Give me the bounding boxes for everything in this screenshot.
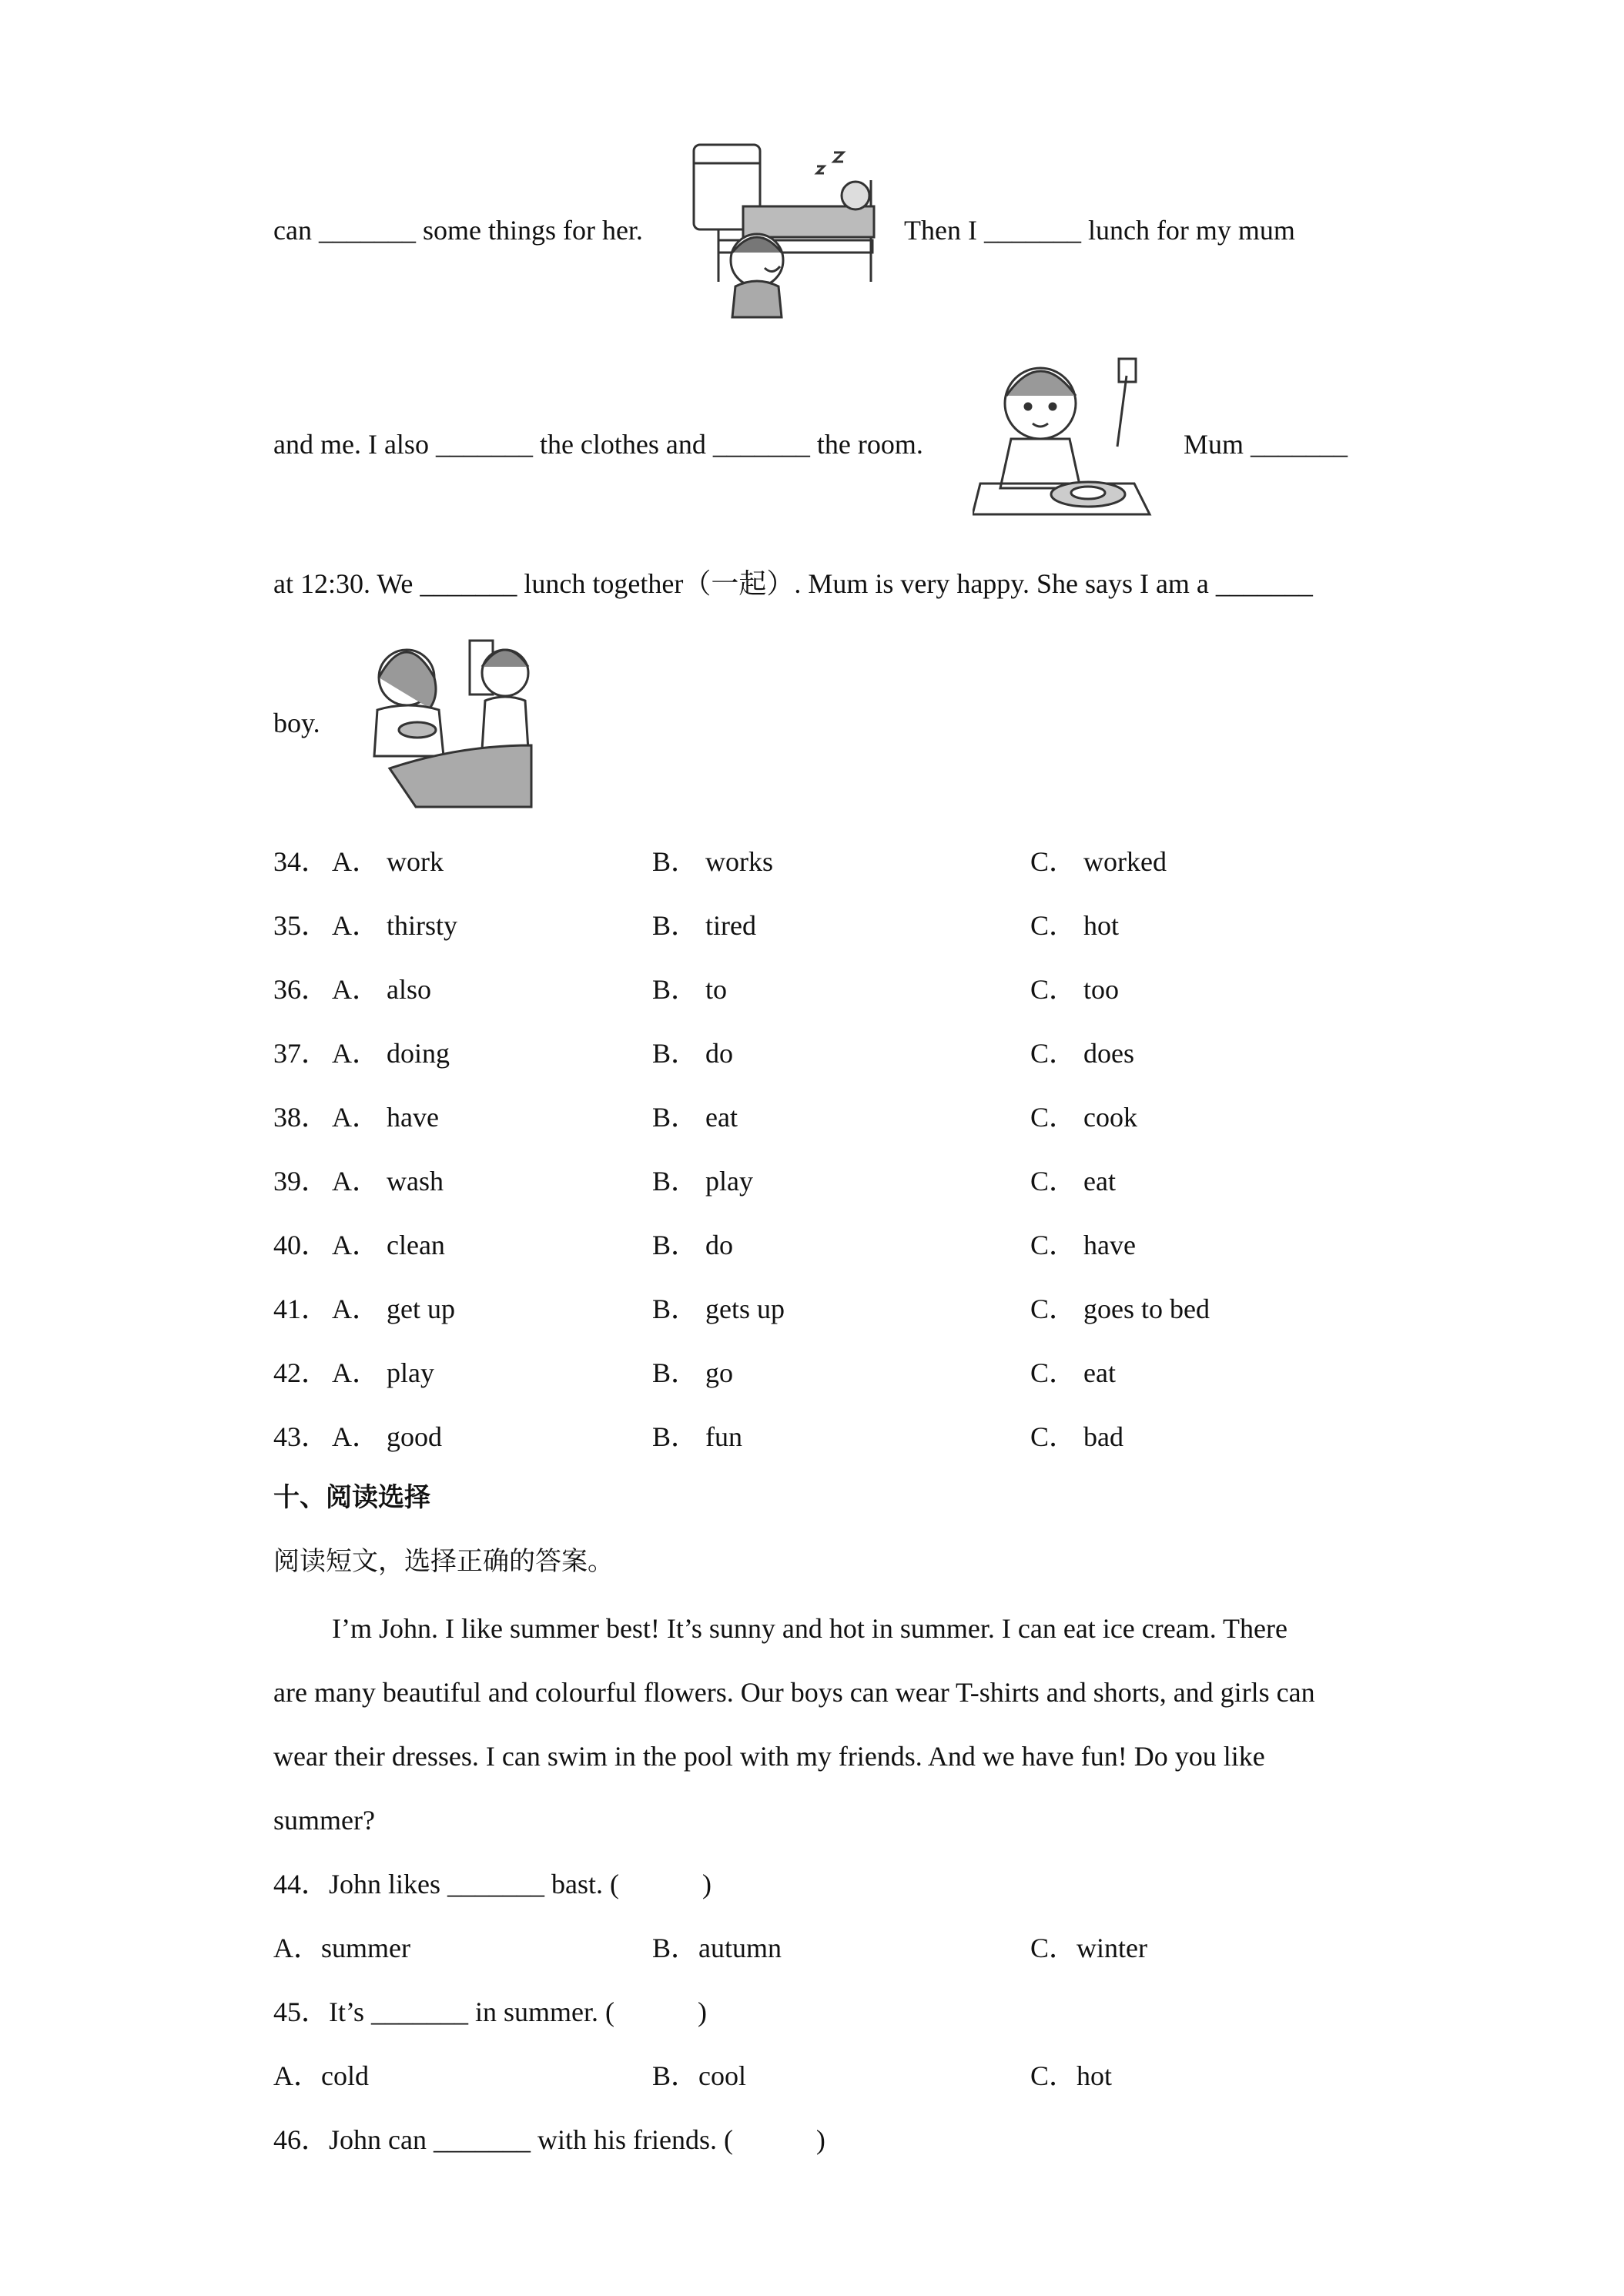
option-a: A． have [332, 1102, 439, 1133]
option-b: B． do [652, 1230, 734, 1260]
option-number: 35． [273, 910, 330, 941]
passage-line-4: boy. [273, 708, 320, 738]
mum-sleeping-illustration [688, 140, 888, 319]
question-46: 46．John can _______ with his friends. ( ) [273, 2124, 825, 2155]
question-44-option-b: B．autumn [652, 1933, 782, 1963]
option-c: C． have [1030, 1230, 1136, 1260]
option-c: C． cook [1030, 1102, 1137, 1133]
option-c: C． eat [1030, 1166, 1116, 1197]
reading-line-1: I’m John. I like summer best! It’s sunny and hot in summer. I can eat ice cream. There [332, 1613, 1287, 1644]
option-number: 40． [273, 1230, 330, 1260]
option-number: 39． [273, 1166, 330, 1197]
question-45-option-a: A．cold [273, 2060, 369, 2091]
passage-line-1-right: Then I _______ lunch for my mum [904, 215, 1295, 246]
option-number: 42． [273, 1357, 330, 1388]
option-a: A． wash [332, 1166, 444, 1197]
option-number: 34． [273, 846, 330, 877]
question-45-option-c: C．hot [1030, 2060, 1113, 2091]
option-c: C． goes to bed [1030, 1294, 1210, 1324]
passage-line-2-left: and me. I also _______ the clothes and _______ the room. [273, 429, 923, 460]
passage-line-1-left: can _______ some things for her. [273, 215, 643, 246]
option-b: B． eat [652, 1102, 738, 1133]
option-b: B． tired [652, 910, 756, 941]
option-b: B． gets up [652, 1294, 785, 1324]
option-a: A． play [332, 1357, 434, 1388]
option-a: A． good [332, 1421, 442, 1452]
option-c: C． does [1030, 1038, 1135, 1069]
section-instruction: 阅读短文，选择正确的答案。 [273, 1546, 614, 1577]
option-b: B． play [652, 1166, 753, 1197]
option-number: 36． [273, 974, 330, 1005]
option-c: C． too [1030, 974, 1120, 1005]
option-number: 38． [273, 1102, 330, 1133]
option-b: B． do [652, 1038, 734, 1069]
option-c: C． hot [1030, 910, 1120, 941]
boy-with-mum-illustration [354, 630, 535, 808]
reading-line-4: summer? [273, 1805, 375, 1836]
boy-cooking-illustration [973, 353, 1157, 531]
question-44: 44．John likes _______ bast. ( ) [273, 1869, 712, 1899]
option-c: C． worked [1030, 846, 1167, 877]
reading-line-2: are many beautiful and colourful flowers. Our boys can wear T-shirts and shorts, and girls can [273, 1677, 1315, 1708]
option-a: A． thirsty [332, 910, 458, 941]
option-c: C． eat [1030, 1357, 1116, 1388]
question-44-option-a: A．summer [273, 1933, 410, 1963]
option-number: 37． [273, 1038, 330, 1069]
option-b: B． works [652, 846, 774, 877]
passage-line-2-right: Mum _______ [1184, 429, 1348, 460]
option-number: 41． [273, 1294, 330, 1324]
reading-line-3: wear their dresses. I can swim in the pool with my friends. And we have fun! Do you like [273, 1741, 1265, 1772]
option-a: A． clean [332, 1230, 445, 1260]
option-b: B． go [652, 1357, 734, 1388]
option-number: 43． [273, 1421, 330, 1452]
option-a: A． get up [332, 1294, 455, 1324]
question-45: 45．It’s _______ in summer. ( ) [273, 1996, 707, 2027]
option-b: B． to [652, 974, 728, 1005]
question-45-option-b: B．cool [652, 2060, 746, 2091]
section-heading: 十、阅读选择 [273, 1482, 430, 1513]
option-a: A． also [332, 974, 431, 1005]
question-44-option-c: C．winter [1030, 1933, 1147, 1963]
option-c: C． bad [1030, 1421, 1123, 1452]
option-b: B． fun [652, 1421, 743, 1452]
passage-line-3: at 12:30. We _______ lunch together（一起）. Mum is very happy. She says I am a _______ [273, 568, 1313, 599]
option-a: A． work [332, 846, 444, 877]
option-a: A． doing [332, 1038, 450, 1069]
